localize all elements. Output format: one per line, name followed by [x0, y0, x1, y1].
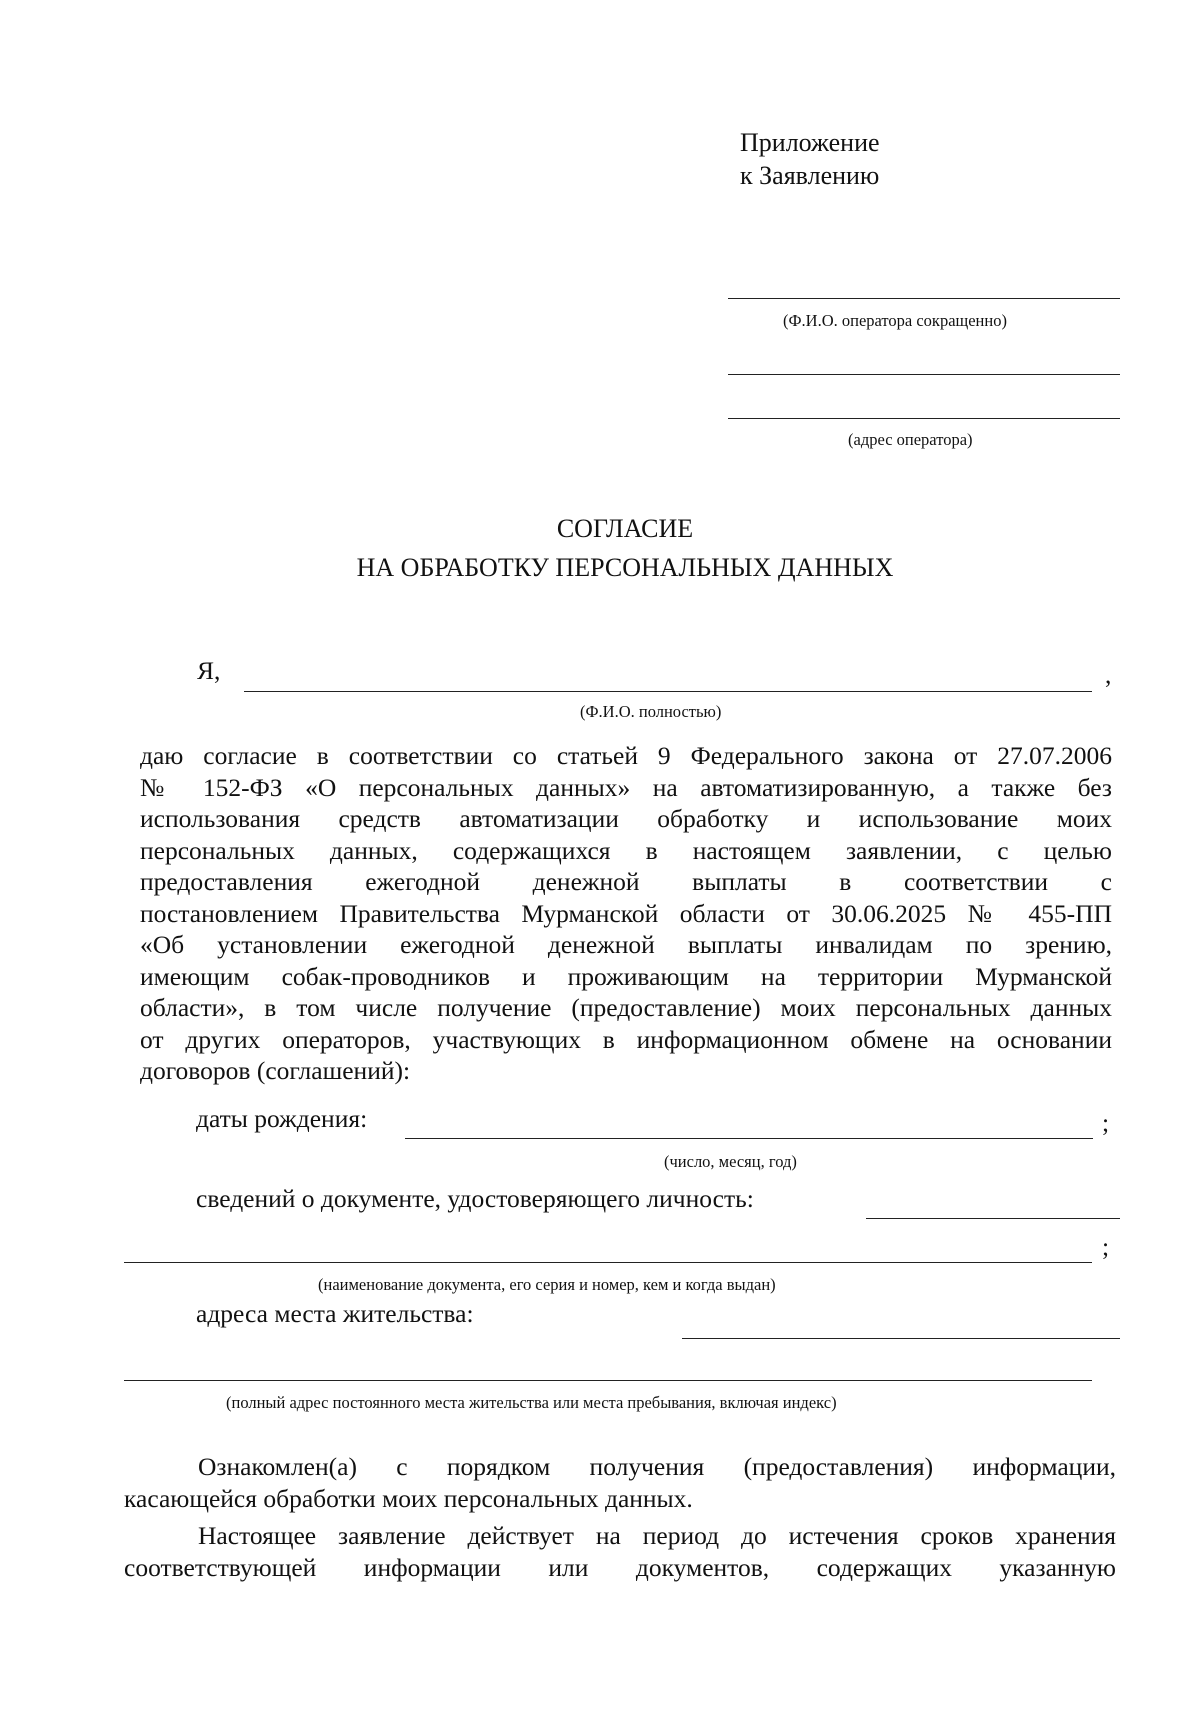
address-line-1[interactable] [682, 1338, 1120, 1339]
document-subtitle: НА ОБРАБОТКУ ПЕРСОНАЛЬНЫХ ДАННЫХ [356, 553, 894, 582]
consent-line: договоров (соглашений): [140, 1056, 411, 1085]
id-document-line-2[interactable] [124, 1262, 1092, 1263]
id-document-caption: (наименование документа, его серия и номер, кем и когда выдан) [318, 1275, 776, 1294]
operator-name-line[interactable] [728, 298, 1120, 299]
address-caption: (полный адрес постоянного места жительства или места пребывания, включая индекс) [226, 1393, 837, 1412]
birth-date-line[interactable] [405, 1138, 1093, 1139]
operator-address-line-2[interactable] [728, 418, 1120, 419]
id-document-semicolon: ; [1102, 1232, 1110, 1261]
id-document-label: сведений о документе, удостоверяющего личность: [196, 1184, 754, 1213]
consent-line: области», в том числе получение (предоставление) моих персональных данных [140, 993, 1112, 1022]
annex-line-1: Приложение [740, 128, 880, 157]
operator-address-caption: (адрес оператора) [848, 430, 973, 449]
birth-date-semicolon: ; [1102, 1108, 1110, 1137]
consent-paragraph [140, 740, 1112, 1087]
id-document-line-1[interactable] [866, 1218, 1120, 1219]
acknowledgement-paragraph [124, 1451, 1116, 1515]
operator-name-caption: (Ф.И.О. оператора сокращенно) [783, 311, 1007, 330]
address-label: адреса места жительства: [196, 1299, 474, 1328]
operator-address-line-1[interactable] [728, 374, 1120, 375]
birth-date-caption: (число, месяц, год) [664, 1152, 797, 1171]
applicant-suffix: , [1105, 660, 1112, 689]
consent-line: использования средств автоматизации обработку и использование моих [140, 804, 1112, 833]
birth-date-label: даты рождения: [196, 1104, 368, 1133]
applicant-name-line[interactable] [244, 691, 1092, 692]
consent-line: персональных данных, содержащихся в настоящем заявлении, с целью [140, 835, 1112, 865]
applicant-name-caption: (Ф.И.О. полностью) [580, 702, 722, 721]
applicant-prefix: Я, [197, 656, 221, 685]
consent-line: от других операторов, участвующих в информационном обмене на основании [140, 1024, 1112, 1054]
consent-line: постановлением Правительства Мурманской области от 30.06.2025 № 455-ПП [140, 898, 1112, 928]
consent-line: «Об установлении ежегодной денежной выплаты инвалидам по зрению, [140, 930, 1112, 959]
document-title: СОГЛАСИЕ [556, 514, 694, 543]
validity-paragraph [124, 1520, 1116, 1584]
annex-header [740, 126, 880, 192]
validity-line: соответствующей информации или документов, содержащих указанную [124, 1553, 1116, 1582]
address-line-2[interactable] [124, 1380, 1092, 1381]
consent-line: имеющим собак-проводников и проживающим на территории Мурманской [140, 961, 1112, 991]
annex-line-2: к Заявлению [740, 161, 880, 190]
consent-line: даю согласие в соответствии со статьей 9 Федерального закона от 27.07.2006 [140, 741, 1112, 770]
consent-line: № 152-ФЗ «О персональных данных» на автоматизированную, а также без [140, 772, 1112, 802]
acknowledgement-line: касающейся обработки моих персональных данных. [124, 1484, 693, 1513]
validity-line: Настоящее заявление действует на период до истечения сроков хранения [198, 1521, 1116, 1550]
consent-line: предоставления ежегодной денежной выплаты в соответствии с [140, 867, 1112, 896]
acknowledgement-line: Ознакомлен(а) с порядком получения (предоставления) информации, [198, 1452, 1116, 1481]
